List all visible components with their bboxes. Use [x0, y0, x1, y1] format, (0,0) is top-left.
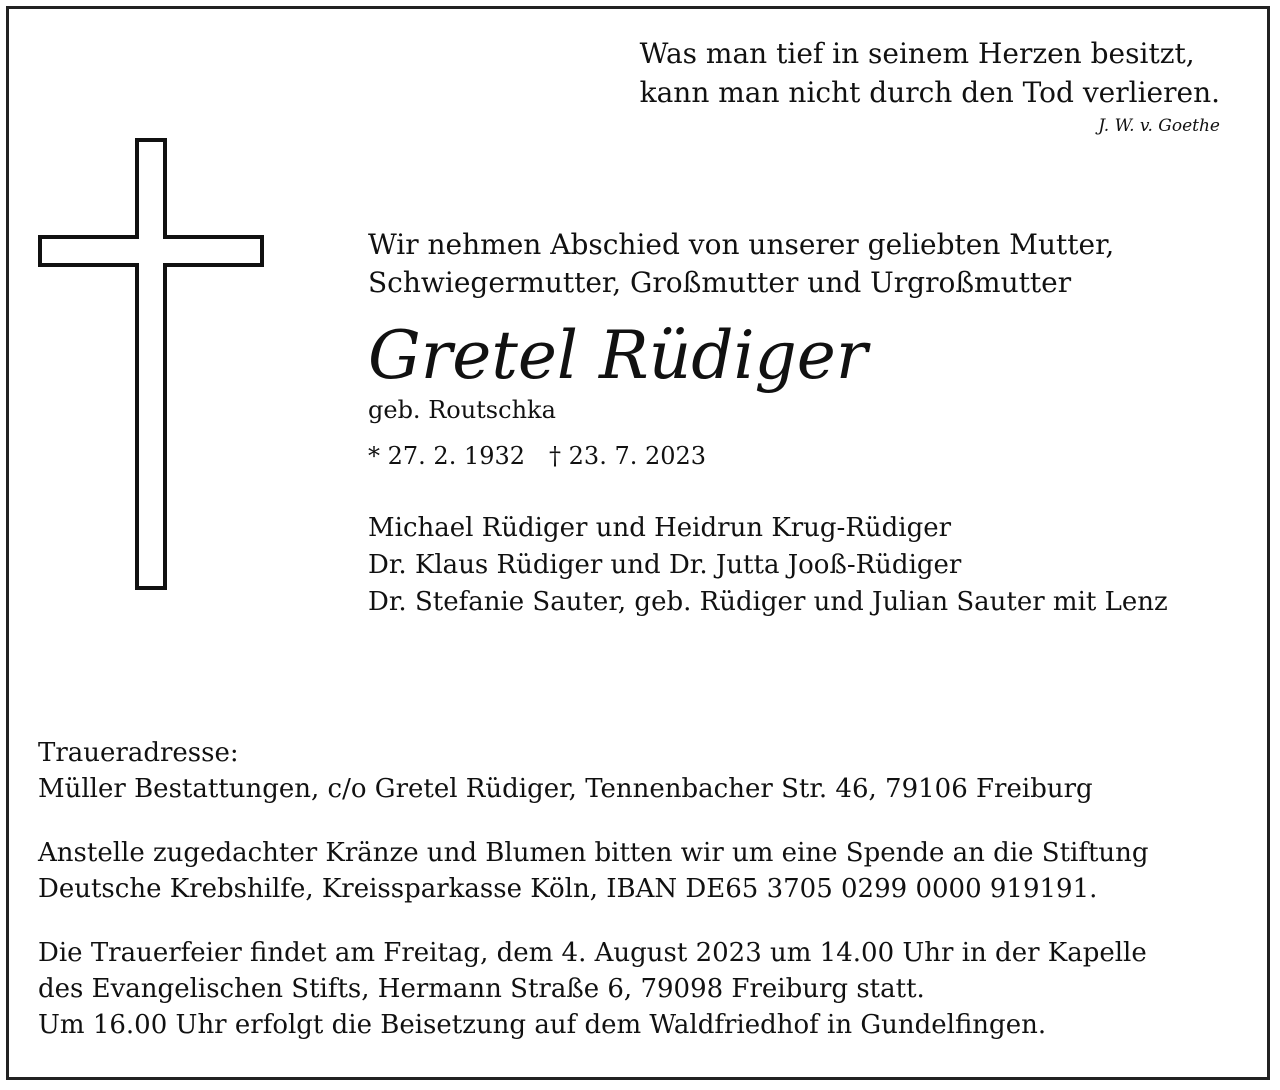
ceremony-line: Um 16.00 Uhr erfolgt die Beisetzung auf dem Waldfriedhof in Gundelfingen. [38, 1010, 1047, 1040]
family-member-line: Michael Rüdiger und Heidrun Krug-Rüdiger [368, 513, 952, 543]
farewell-intro [368, 226, 1168, 302]
intro-line: Schwiegermutter, Großmutter und Urgroßmutter [368, 266, 1072, 299]
address-label: Traueradresse: [38, 738, 239, 768]
main-content [368, 226, 1168, 621]
donation-line: Anstelle zugedachter Kränze und Blumen bitten wir um eine Spende an die Stiftung [38, 838, 1149, 868]
birth-name: geb. Routschka [368, 396, 556, 424]
life-dates [368, 440, 1168, 472]
donation-request [38, 835, 1240, 907]
address-text: Müller Bestattungen, c/o Gretel Rüdiger, Tennenbacher Str. 46, 79106 Freiburg [38, 774, 1093, 804]
death-date: † 23. 7. 2023 [549, 442, 707, 470]
ceremony-line: des Evangelischen Stifts, Hermann Straße 6, 79098 Freiburg statt. [38, 974, 925, 1004]
notice-details [38, 735, 1240, 1071]
family-list [368, 510, 1168, 621]
family-member-line: Dr. Stefanie Sauter, geb. Rüdiger und Julian Sauter mit Lenz [368, 587, 1168, 617]
birth-date: * 27. 2. 1932 [368, 442, 526, 470]
family-member-line: Dr. Klaus Rüdiger und Dr. Jutta Jooß-Rüdiger [368, 550, 962, 580]
ceremony-line: Die Trauerfeier findet am Freitag, dem 4. August 2023 um 14.00 Uhr in der Kapelle [38, 938, 1147, 968]
donation-line: Deutsche Krebshilfe, Kreissparkasse Köln, IBAN DE65 3705 0299 0000 919191. [38, 874, 1098, 904]
intro-line: Wir nehmen Abschied von unserer geliebten Mutter, [368, 228, 1115, 261]
ceremony-info [38, 935, 1240, 1043]
cross-icon [38, 138, 264, 590]
epigraph-line: Was man tief in seinem Herzen besitzt, [639, 37, 1195, 70]
epigraph-line: kann man nicht durch den Tod verlieren. [639, 76, 1220, 109]
mourning-address [38, 735, 1240, 807]
epigraph [640, 34, 1220, 138]
epigraph-author: J. W. v. Goethe [1098, 116, 1220, 136]
deceased-name: Gretel Rüdiger [368, 317, 868, 394]
